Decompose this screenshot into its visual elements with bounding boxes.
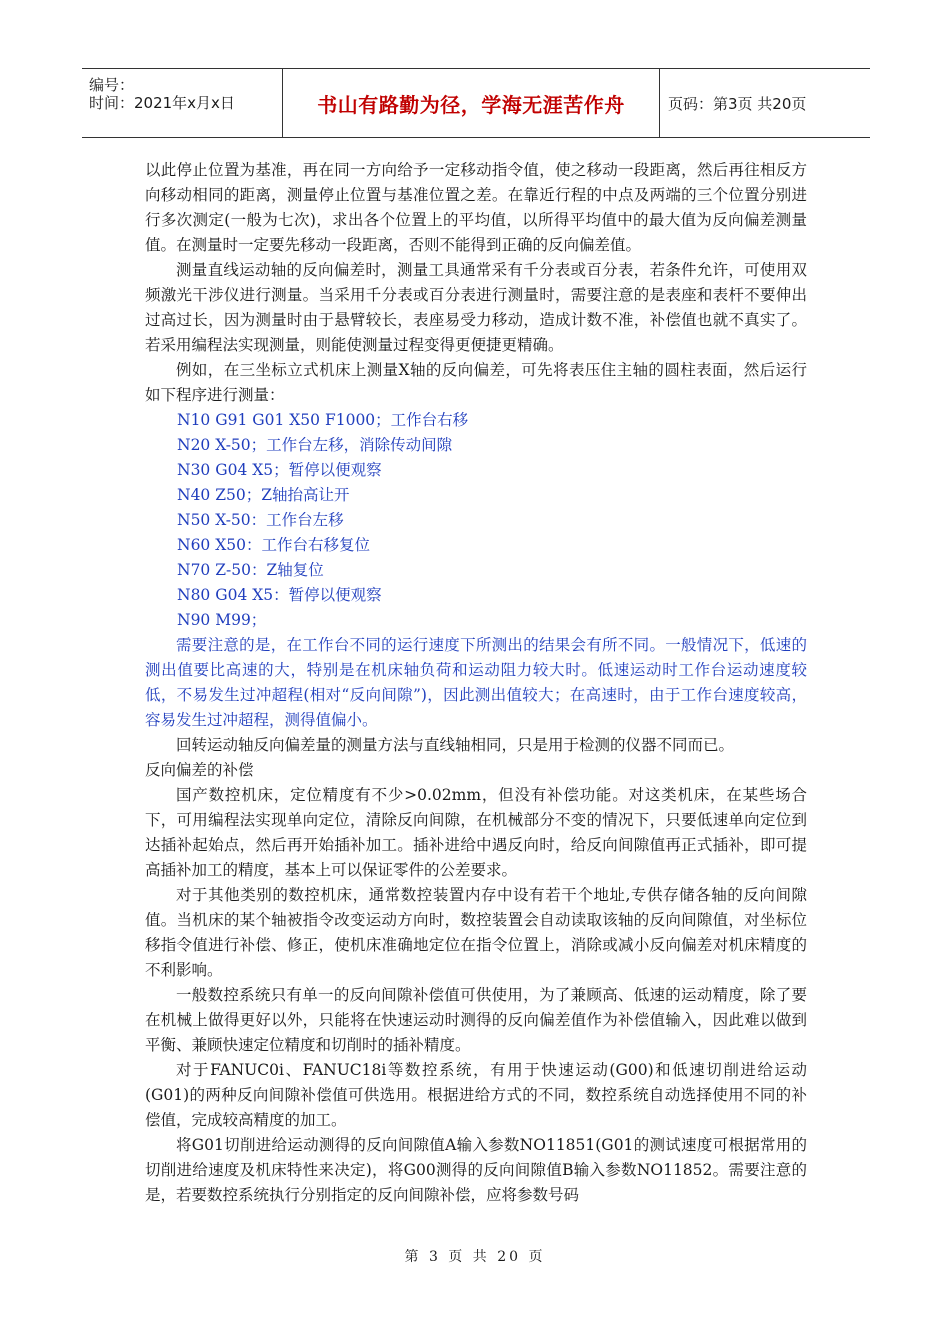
page-header xyxy=(82,68,870,138)
code-line: N50 X-50：工作台左移 xyxy=(177,511,344,529)
code-line: N70 Z-50：Z轴复位 xyxy=(177,561,324,579)
note-paragraph: 需要注意的是，在工作台不同的运行速度下所测出的结果会有所不同。一般情况下，低速的测出值要比高速的大，特别是在机床轴负荷和运动阻力较大时。低速运动时工作台运动速度较低，不易发生过冲超程(相对“反向间隙”)，因此测出值较大；在高速时，由于工作台速度较高，容易发生过冲超程，测得值偏小。 xyxy=(145,636,807,729)
paragraph: 对于其他类别的数控机床，通常数控装置内存中设有若干个地址,专供存储各轴的反向间隙值。当机床的某个轴被指令改变运动方向时，数控装置会自动读取该轴的反向间隙值，对坐标位移指令值进行补偿、修正，使机床准确地定位在指令位置上，消除或减小反向偏差对机床精度的不利影响。 xyxy=(145,886,807,979)
section-title: 反向偏差的补偿 xyxy=(145,761,254,779)
code-block xyxy=(145,408,807,633)
code-line: N20 X-50；工作台左移，消除传动间隙 xyxy=(177,436,453,454)
page-footer: 第 3 页 共 20 页 xyxy=(404,1249,546,1265)
paragraph: 对于FANUC0i、FANUC18i等数控系统，有用于快速运动(G00)和低速切削进给运动(G01)的两种反向间隙补偿值可供选用。根据进给方式的不同，数控系统自动选择使用不同的补偿值，完成较高精度的加工。 xyxy=(145,1061,807,1129)
paragraph: 回转运动轴反向偏差量的测量方法与直线轴相同，只是用于检测的仪器不同而已。 xyxy=(176,736,735,754)
header-meta xyxy=(82,69,283,137)
code-line: N90 M99； xyxy=(177,611,267,629)
paragraph: 测量直线运动轴的反向偏差时，测量工具通常采有千分表或百分表，若条件允许，可使用双频激光干涉仪进行测量。当采用千分表或百分表进行测量时，需要注意的是表座和表杆不要伸出过高过长，因为测量时由于悬臂较长，表座易受力移动，造成计数不准，补偿值也就不真实了。若采用编程法实现测量，则能使测量过程变得更便捷更精确。 xyxy=(145,261,807,354)
code-line: N30 G04 X5；暂停以便观察 xyxy=(177,461,382,479)
paragraph: 将G01切削进给运动测得的反向间隙值A输入参数NO11851(G01的测试速度可根据常用的切削进给速度及机床特性来决定)，将G00测得的反向间隙值B输入参数NO11852。需要注意的是，若要数控系统执行分别指定的反向间隙补偿，应将参数号码 xyxy=(145,1136,807,1204)
code-line: N40 Z50；Z轴抬高让开 xyxy=(177,486,350,504)
code-line: N60 X50：工作台右移复位 xyxy=(177,536,370,554)
paragraph: 例如，在三坐标立式机床上测量X轴的反向偏差，可先将表压住主轴的圆柱表面，然后运行如下程序进行测量： xyxy=(145,361,807,404)
code-line: N80 G04 X5：暂停以便观察 xyxy=(177,586,382,604)
document-body xyxy=(145,158,807,1208)
header-motto: 书山有路勤为径，学海无涯苦作舟 xyxy=(283,69,660,137)
time-label: 时间：2021年x月x日 xyxy=(89,94,235,112)
paragraph: 国产数控机床，定位精度有不少>0.02mm，但没有补偿功能。对这类机床，在某些场合下，可用编程法实现单向定位，清除反向间隙，在机械部分不变的情况下，只要低速单向定位到达插补起始点，然后再开始插补加工。插补进给中遇反向时，给反向间隙值再正式插补，即可提高插补加工的精度，基本上可以保证零件的公差要求。 xyxy=(145,786,807,879)
paragraph: 一般数控系统只有单一的反向间隙补偿值可供使用，为了兼顾高、低速的运动精度，除了要在机械上做得更好以外，只能将在快速运动时测得的反向偏差值作为补偿值输入，因此难以做到平衡、兼顾快速定位精度和切削时的插补精度。 xyxy=(145,986,807,1054)
header-page-info: 页码：第3页 共20页 xyxy=(668,94,807,113)
number-label: 编号： xyxy=(89,76,135,94)
code-line: N10 G91 G01 X50 F1000；工作台右移 xyxy=(177,411,469,429)
paragraph: 以此停止位置为基准，再在同一方向给予一定移动指令值，使之移动一段距离，然后再往相反方向移动相同的距离，测量停止位置与基准位置之差。在靠近行程的中点及两端的三个位置分别进行多次测定(一般为七次)，求出各个位置上的平均值，以所得平均值中的最大值为反向偏差测量值。在测量时一定要先移动一段距离，否则不能得到正确的反向偏差值。 xyxy=(145,161,807,254)
